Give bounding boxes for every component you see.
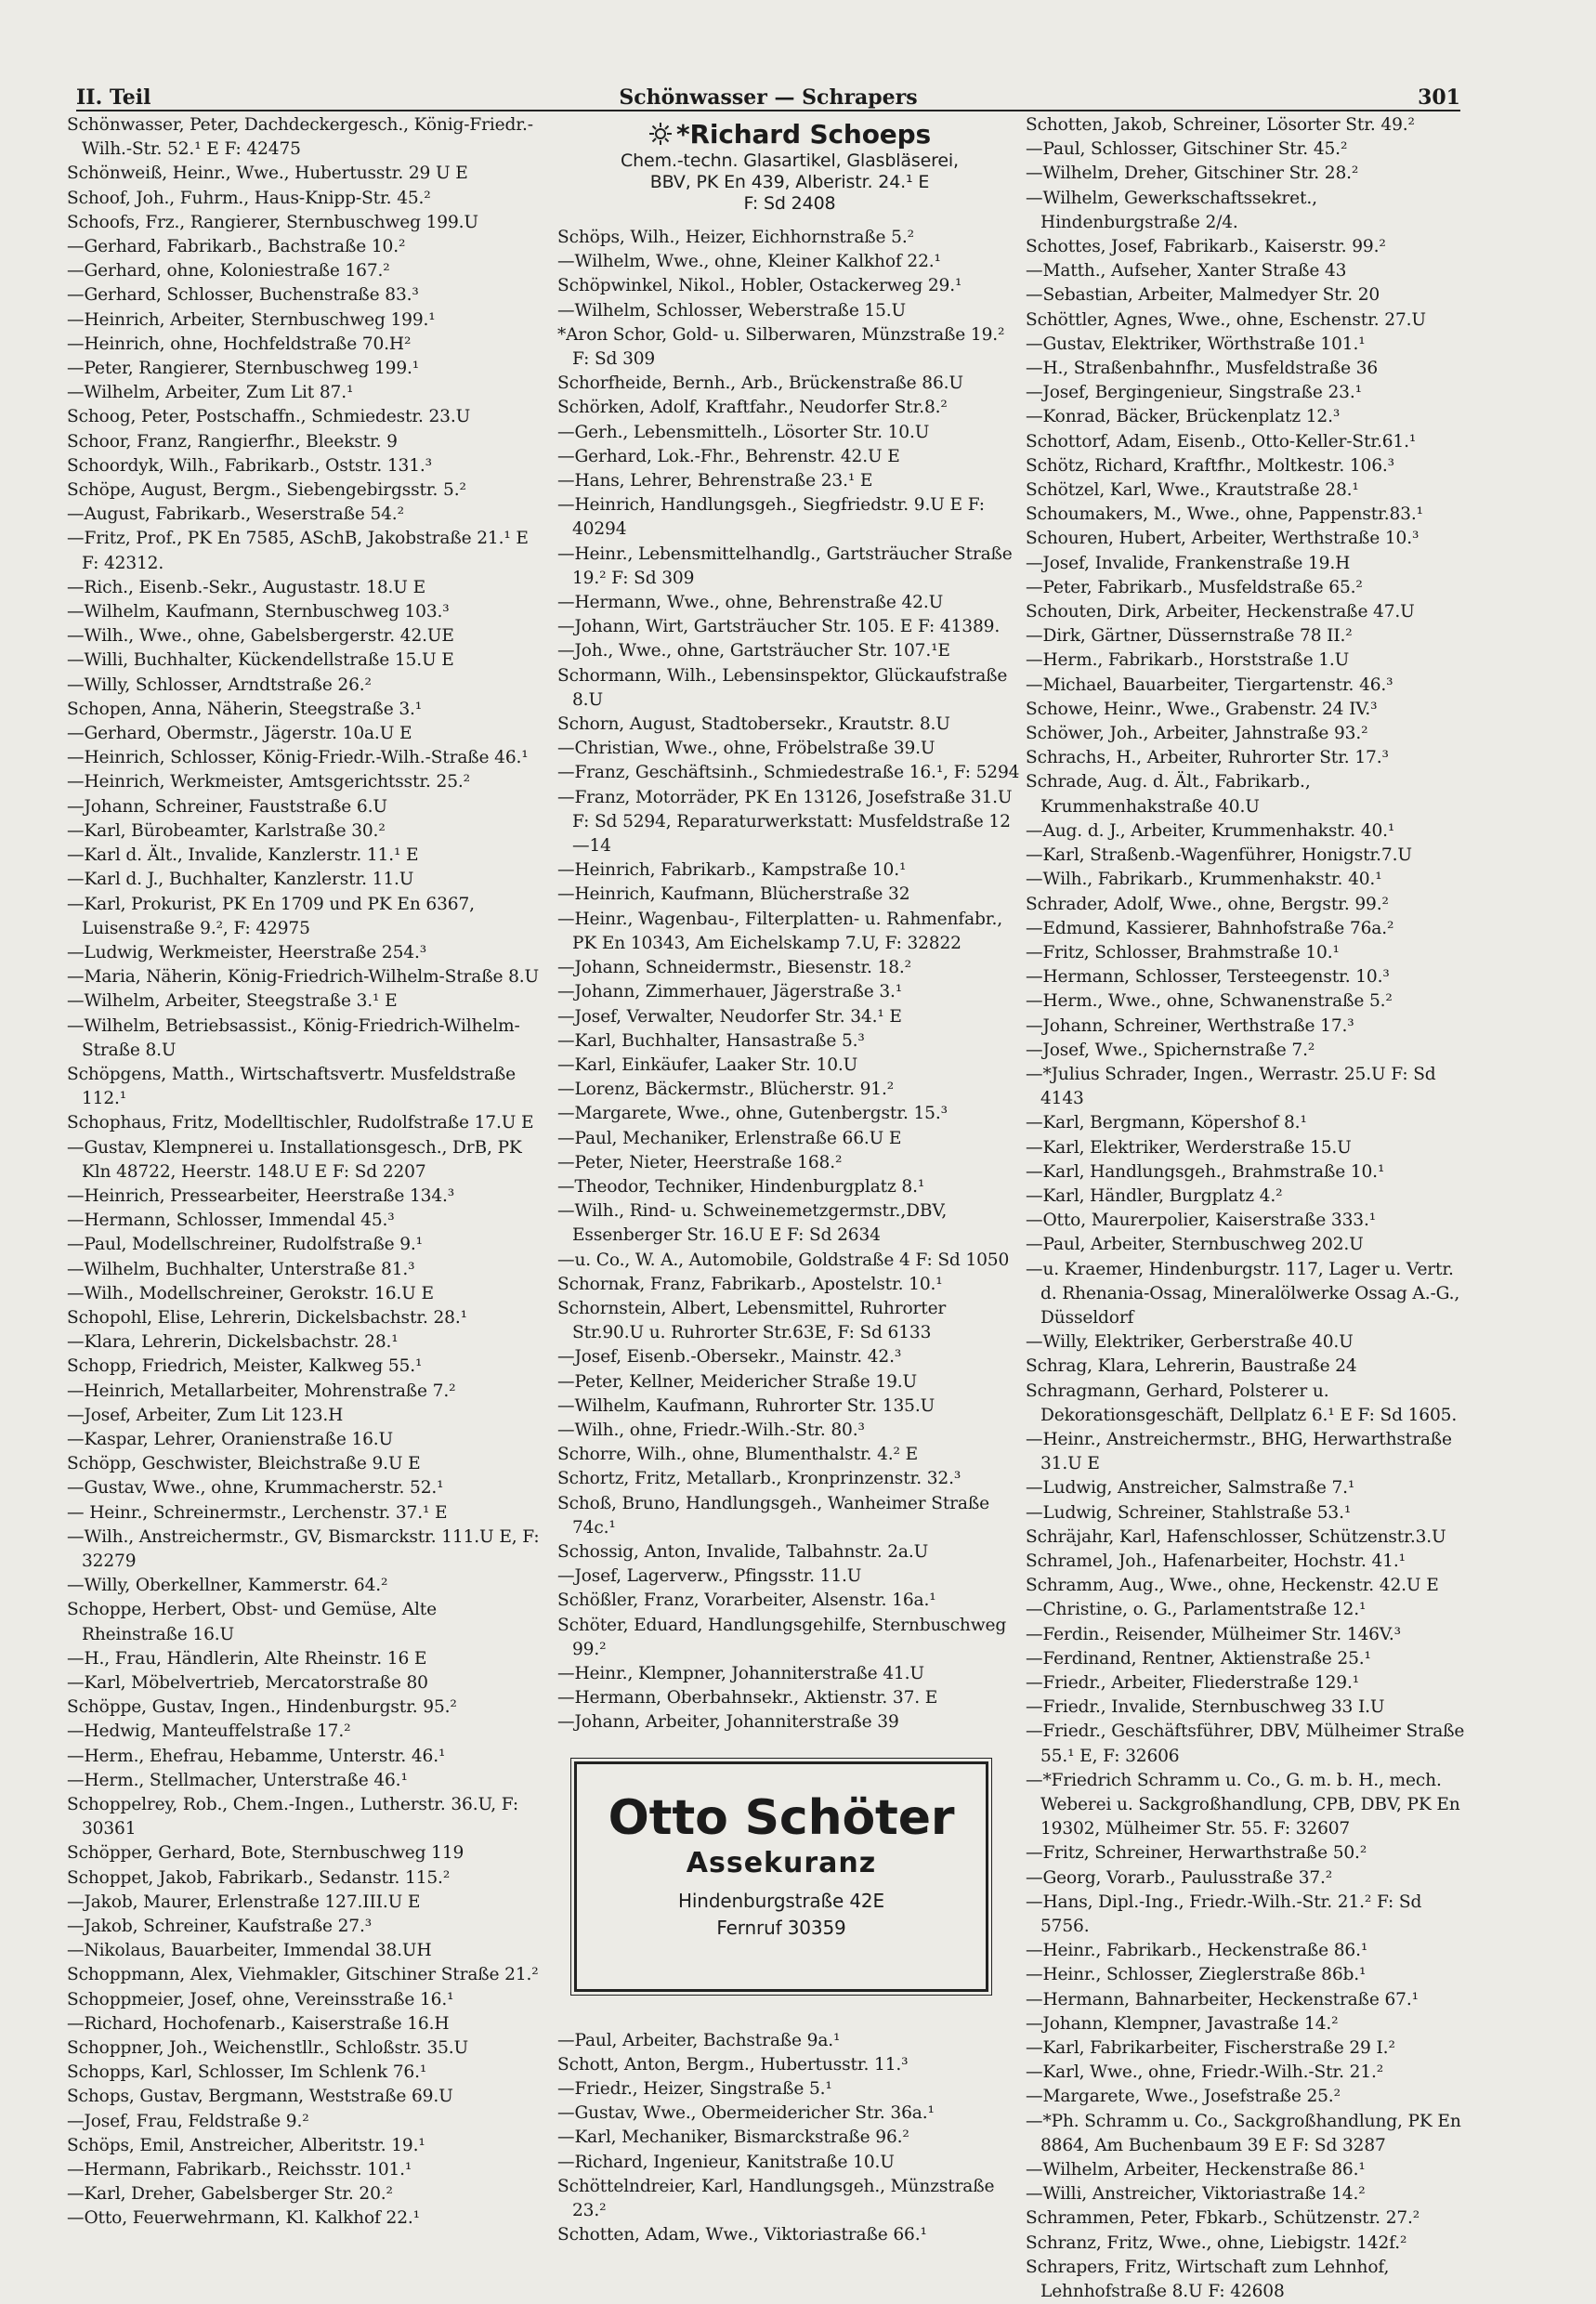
directory-entry: —Willy, Elektriker, Gerberstraße 40.U <box>1026 1332 1354 1353</box>
directory-entry: Schönwasser, Peter, Dachdeckergesch., König-Friedr.-Wilh.-Str. 52.¹ E F: 42475 <box>67 115 533 160</box>
directory-entry: —Hermann, Wwe., ohne, Behrenstraße 42.U <box>557 593 944 613</box>
directory-entry: —u. Co., W. A., Automobile, Goldstraße 4 F: Sd 1050 <box>557 1250 1010 1270</box>
directory-entry: Schrade, Aug. d. Ält., Fabrikarb., Krummenhakstraße 40.U <box>1026 772 1311 817</box>
header-range: Schönwasser — Schrapers <box>619 85 918 110</box>
directory-entry: —Friedr., Geschäftsführer, DBV, Mülheimer Straße 55.¹ E, F: 32606 <box>1026 1721 1465 1766</box>
ad-richard-schoeps <box>557 119 1022 215</box>
directory-entry: —Josef, Invalide, Frankenstraße 19.H <box>1026 553 1351 573</box>
directory-entry: Schrader, Adolf, Wwe., ohne, Bergstr. 99.² <box>1026 894 1389 914</box>
directory-entry: —Edmund, Kassierer, Bahnhofstraße 76a.² <box>1026 918 1394 938</box>
directory-entry: —Peter, Nieter, Heerstraße 168.² <box>557 1152 843 1172</box>
directory-entry: —Aug. d. J., Arbeiter, Krummenhakstr. 40.¹ <box>1026 820 1395 841</box>
ad-schoeps-line1: Chem.-techn. Glasartikel, Glasbläserei, <box>621 151 959 171</box>
directory-entry: Schößler, Franz, Vorarbeiter, Alsenstr. 16a.¹ <box>557 1591 936 1611</box>
directory-entry: —Johann, Schneidermstr., Biesenstr. 18.² <box>557 958 911 978</box>
directory-entry: —Wilh., Modellschreiner, Gerokstr. 16.U E <box>67 1283 434 1303</box>
directory-entry: —Josef, Verwalter, Neudorfer Str. 34.¹ E <box>557 1006 902 1027</box>
directory-entry: —Richard, Hochofenarb., Kaiserstraße 16.H <box>67 2013 450 2034</box>
directory-entry: —H., Straßenbahnfhr., Musfeldstraße 36 <box>1026 359 1379 379</box>
directory-entry: —Herm., Wwe., ohne, Schwanenstraße 5.² <box>1026 991 1393 1012</box>
ad-schoeter-name: Otto Schöter <box>608 1789 955 1846</box>
directory-entry: —Johann, Schreiner, Fauststraße 6.U <box>67 796 387 817</box>
directory-entry: —Matth., Aufseher, Xanter Straße 43 <box>1026 261 1347 281</box>
directory-column-2-top <box>557 226 1022 1735</box>
directory-entry: —Michael, Bauarbeiter, Tiergartenstr. 46.³ <box>1026 674 1393 695</box>
directory-entry: —Paul, Modellschreiner, Rudolfstraße 9.¹ <box>67 1235 423 1255</box>
directory-entry: —Josef, Lagerverw., Pfingsstr. 11.U <box>557 1566 862 1587</box>
directory-entry: — Heinr., Schreinermstr., Lerchenstr. 37.¹ E <box>67 1502 448 1523</box>
directory-entry: —Wilhelm, Arbeiter, Zum Lit 87.¹ <box>67 383 354 403</box>
directory-entry: —Wilhelm, Arbeiter, Steegstraße 3.¹ E <box>67 991 398 1012</box>
directory-entry: —Wilh., Fabrikarb., Krummenhakstr. 40.¹ <box>1026 870 1382 890</box>
directory-entry: —Willy, Oberkellner, Kammerstr. 64.² <box>67 1576 388 1596</box>
directory-entry: —Heinr., Lebensmittelhandlg., Gartsträucher Straße 19.² F: Sd 309 <box>557 543 1013 588</box>
directory-entry: —Willi, Buchhalter, Kückendellstraße 15.U E <box>67 650 454 671</box>
directory-entry: —Ferdin., Reisender, Mülheimer Str. 146V.³ <box>1026 1624 1401 1644</box>
directory-entry: —Karl, Händler, Burgplatz 4.² <box>1026 1185 1283 1206</box>
directory-entry: —Karl, Prokurist, PK En 1709 und PK En 6367, Luisenstraße 9.², F: 42975 <box>67 894 475 938</box>
directory-entry: Schötz, Richard, Kraftfhr., Moltkestr. 106.³ <box>1026 455 1394 476</box>
directory-entry: Schorn, August, Stadtobersekr., Krautstr. 8.U <box>557 714 950 735</box>
directory-entry: —Karl, Elektriker, Werderstraße 15.U <box>1026 1137 1352 1158</box>
directory-entry: Schramm, Aug., Wwe., ohne, Heckenstr. 42.U E <box>1026 1576 1439 1596</box>
directory-entry: —Maria, Näherin, König-Friedrich-Wilhelm-Straße 8.U <box>67 967 540 988</box>
directory-entry: —Wilhelm, Kaufmann, Ruhrorter Str. 135.U <box>557 1395 935 1416</box>
directory-entry: Schorfheide, Bernh., Arb., Brückenstraße 86.U <box>557 373 963 394</box>
directory-entry: —Otto, Feuerwehrmann, Kl. Kalkhof 22.¹ <box>67 2208 420 2229</box>
directory-entry: Schoß, Bruno, Handlungsgeh., Wanheimer Straße 74c.¹ <box>557 1493 989 1538</box>
directory-entry: —Otto, Maurerpolier, Kaiserstraße 333.¹ <box>1026 1211 1377 1231</box>
header-section: II. Teil <box>76 85 151 110</box>
directory-entry: —Heinr., Anstreichermstr., BHG, Herwarthstraße 31.U E <box>1026 1429 1452 1474</box>
directory-entry: —Hermann, Oberbahnsekr., Aktienstr. 37. E <box>557 1688 938 1708</box>
directory-entry: Schönweiß, Heinr., Wwe., Hubertusstr. 29 U E <box>67 164 468 184</box>
directory-entry: Schrag, Klara, Lehrerin, Baustraße 24 <box>1026 1356 1357 1377</box>
directory-entry: —Paul, Schlosser, Gitschiner Str. 45.² <box>1026 139 1348 160</box>
directory-entry: —Heinrich, Pressearbeiter, Heerstraße 134.³ <box>67 1185 455 1206</box>
directory-entry: —Josef, Eisenb.-Obersekr., Mainstr. 42.³ <box>557 1347 902 1368</box>
directory-entry: Schops, Gustav, Bergmann, Weststraße 69.U <box>67 2087 453 2107</box>
directory-entry: Schoordyk, Wilh., Fabrikarb., Oststr. 131.³ <box>67 455 432 476</box>
directory-entry: Schöttler, Agnes, Wwe., ohne, Eschenstr. 27.U <box>1026 309 1426 330</box>
directory-entry: Schouren, Hubert, Arbeiter, Werthstraße 10.³ <box>1026 529 1419 549</box>
directory-entry: Schrapers, Fritz, Wirtschaft zum Lehnhof, Lehnhofstraße 8.U F: 42608 <box>1026 2257 1390 2302</box>
directory-entry: —Heinrich, Arbeiter, Sternbuschweg 199.¹ <box>67 309 436 330</box>
directory-entry: —Gustav, Klempnerei u. Installationsgesch., DrB, PK Kln 48722, Heerstr. 148.U E F: Sd 2207 <box>67 1137 522 1182</box>
directory-entry: —Wilh., Rind- u. Schweinemetzgermstr.,DBV, Essenberger Str. 16.U E F: Sd 2634 <box>557 1201 948 1246</box>
directory-entry: —*Julius Schrader, Ingen., Werrastr. 25.U F: Sd 4143 <box>1026 1064 1436 1109</box>
directory-entry: —Paul, Arbeiter, Sternbuschweg 202.U <box>1026 1235 1364 1255</box>
directory-entry: —Ludwig, Werkmeister, Heerstraße 254.³ <box>67 942 427 962</box>
directory-entry: —Heinrich, Kaufmann, Blücherstraße 32 <box>557 884 910 905</box>
directory-entry: Schornak, Franz, Fabrikarb., Apostelstr. 10.¹ <box>557 1274 943 1294</box>
directory-entry: Schoppelrey, Rob., Chem.-Ingen., Lutherstr. 36.U, F: 30361 <box>67 1795 519 1839</box>
directory-entry: —Christine, o. G., Parlamentstraße 12.¹ <box>1026 1600 1367 1620</box>
directory-entry: —Joh., Wwe., ohne, Gartsträucher Str. 107.¹E <box>557 641 950 661</box>
directory-entry: —Gerhard, ohne, Koloniestraße 167.² <box>67 261 390 281</box>
directory-entry: Schöppe, Gustav, Ingen., Hindenburgstr. 95.² <box>67 1697 457 1718</box>
directory-entry: Schoog, Peter, Postschaffn., Schmiedestr. 23.U <box>67 407 471 427</box>
page-header <box>76 85 1460 111</box>
directory-entry: —Rich., Eisenb.-Sekr., Augustastr. 18.U E <box>67 577 426 597</box>
directory-entry: —Heinr., Klempner, Johanniterstraße 41.U <box>557 1663 924 1683</box>
directory-entry: —Fritz, Schreiner, Herwarthstraße 50.² <box>1026 1843 1367 1864</box>
directory-entry: —Wilhelm, Kaufmann, Sternbuschweg 103.³ <box>67 602 450 622</box>
directory-entry: —Paul, Mechaniker, Erlenstraße 66.U E <box>557 1128 902 1148</box>
directory-entry: —Nikolaus, Bauarbeiter, Immendal 38.UH <box>67 1941 432 1961</box>
ad-schoeps-line3: F: Sd 2408 <box>743 193 836 214</box>
directory-entry: Schoppet, Jakob, Fabrikarb., Sedanstr. 115.² <box>67 1867 451 1888</box>
directory-entry: Schouten, Dirk, Arbeiter, Heckenstraße 47.U <box>1026 602 1415 622</box>
directory-entry: Schornstein, Albert, Lebensmittel, Ruhrorter Str.90.U u. Ruhrorter Str.63E, F: Sd 6133 <box>557 1298 947 1343</box>
directory-entry: —Hermann, Fabrikarb., Reichsstr. 101.¹ <box>67 2160 412 2180</box>
directory-entry: —Klara, Lehrerin, Dickelsbachstr. 28.¹ <box>67 1332 399 1353</box>
directory-entry: —Heinrich, Fabrikarb., Kampstraße 10.¹ <box>557 860 907 881</box>
directory-column-3 <box>1026 113 1468 2304</box>
directory-entry: —Wilhelm, Dreher, Gitschiner Str. 28.² <box>1026 164 1359 184</box>
directory-entry: —Theodor, Techniker, Hindenburgplatz 8.¹ <box>557 1176 925 1197</box>
directory-entry: Schoofs, Frz., Rangierer, Sternbuschweg 199.U <box>67 212 478 232</box>
directory-entry: —Karl, Wwe., ohne, Friedr.-Wilh.-Str. 21.² <box>1026 2062 1384 2083</box>
directory-entry: —Karl, Straßenb.-Wagenführer, Honigstr.7.U <box>1026 845 1412 866</box>
directory-entry: Schöpwinkel, Nikol., Hobler, Ostackerweg 29.¹ <box>557 276 962 296</box>
directory-entry: —Heinrich, Metallarbeiter, Mohrenstraße 7.² <box>67 1381 456 1401</box>
directory-entry: —Hermann, Bahnarbeiter, Heckenstraße 67.¹ <box>1026 1989 1419 2009</box>
directory-entry: —Johann, Schreiner, Werthstraße 17.³ <box>1026 1015 1354 1036</box>
directory-entry: —Wilh., ohne, Friedr.-Wilh.-Str. 80.³ <box>557 1420 865 1440</box>
directory-entry: —Ludwig, Anstreicher, Salmstraße 7.¹ <box>1026 1478 1355 1499</box>
directory-entry: —Willi, Anstreicher, Viktoriastraße 14.² <box>1026 2184 1366 2205</box>
ad-schoeter-subtitle: Assekuranz <box>686 1846 877 1879</box>
directory-entry: Schöpe, August, Bergm., Siebengebirgsstr. 5.² <box>67 480 466 501</box>
directory-entry: Schöttelndreier, Karl, Handlungsgeh., Münzstraße 23.² <box>557 2176 995 2221</box>
directory-entry: —Karl, Bürobeamter, Karlstraße 30.² <box>67 820 386 841</box>
directory-entry: —*Friedrich Schramm u. Co., G. m. b. H., mech. Weberei u. Sackgroßhandlung, CPB, DBV, PK En 19302, Mülheimer Str. 55. F: 32607 <box>1026 1770 1460 1839</box>
directory-entry: Schoof, Joh., Fuhrm., Haus-Knipp-Str. 45.² <box>67 188 431 208</box>
directory-entry: —Sebastian, Arbeiter, Malmedyer Str. 20 <box>1026 285 1380 306</box>
directory-entry: Schräjahr, Karl, Hafenschlosser, Schützenstr.3.U <box>1026 1526 1446 1547</box>
directory-entry: —Heinrich, Schlosser, König-Friedr.-Wilh.-Straße 46.¹ <box>67 748 529 768</box>
directory-entry: —Kaspar, Lehrer, Oranienstraße 16.U <box>67 1429 394 1449</box>
directory-entry: —Friedr., Heizer, Singstraße 5.¹ <box>557 2079 832 2099</box>
directory-entry: —Wilh., Wwe., ohne, Gabelsbergerstr. 42.UE <box>67 626 454 647</box>
directory-entry: —Johann, Klempner, Javastraße 14.² <box>1026 2013 1339 2034</box>
directory-entry: —Franz, Geschäftsinh., Schmiedestraße 16.¹, F: 5294 <box>557 763 1020 783</box>
directory-entry: —Heinrich, ohne, Hochfeldstraße 70.H² <box>67 334 412 354</box>
directory-entry: Schottorf, Adam, Eisenb., Otto-Keller-Str.61.¹ <box>1026 431 1417 452</box>
directory-entry: —Josef, Bergingenieur, Singstraße 23.¹ <box>1026 383 1362 403</box>
directory-entry: —Heinr., Fabrikarb., Heckenstraße 86.¹ <box>1026 1941 1368 1961</box>
directory-entry: —Peter, Rangierer, Sternbuschweg 199.¹ <box>67 359 420 379</box>
directory-entry: Schöps, Wilh., Heizer, Eichhornstraße 5.² <box>557 228 914 247</box>
directory-column-2-bottom <box>557 2029 1022 2248</box>
directory-entry: —Gerhard, Obermstr., Jägerstr. 10a.U E <box>67 724 412 744</box>
directory-entry: Schöpgens, Matth., Wirtschaftsvertr. Musfeldstraße 112.¹ <box>67 1064 516 1109</box>
directory-entry: —Herm., Fabrikarb., Horststraße 1.U <box>1026 650 1350 671</box>
directory-entry: —Christian, Wwe., ohne, Fröbelstraße 39.U <box>557 739 935 759</box>
directory-entry: —Willy, Schlosser, Arndtstraße 26.² <box>67 674 372 695</box>
directory-entry: —Wilhelm, Gewerkschaftssekret., Hindenburgstraße 2/4. <box>1026 188 1317 232</box>
directory-entry: —Wilhelm, Wwe., ohne, Kleiner Kalkhof 22.¹ <box>557 252 941 272</box>
directory-entry: Schranz, Fritz, Wwe., ohne, Liebigstr. 142f.² <box>1026 2232 1407 2253</box>
ad-schoeps-name: *Richard Schoeps <box>675 119 932 150</box>
directory-entry: —Margarete, Wwe., ohne, Gutenbergstr. 15.³ <box>557 1104 948 1124</box>
directory-entry: Schopps, Karl, Schlosser, Im Schlenk 76.¹ <box>67 2062 427 2083</box>
directory-entry: —Wilhelm, Betriebsassist., König-Friedrich-Wilhelm-Straße 8.U <box>67 1015 520 1060</box>
ad-otto-schoeter <box>574 1761 988 1992</box>
directory-entry: —Friedr., Arbeiter, Fliederstraße 129.¹ <box>1026 1673 1360 1693</box>
directory-entry: Schowe, Heinr., Wwe., Grabenstr. 24 IV.³ <box>1026 699 1378 719</box>
directory-entry: —Friedr., Invalide, Sternbuschweg 33 I.U <box>1026 1697 1385 1718</box>
directory-entry: —Jakob, Maurer, Erlenstraße 127.III.U E <box>67 1892 421 1912</box>
directory-entry: —Heinrich, Werkmeister, Amtsgerichtsstr. 25.² <box>67 772 470 792</box>
directory-entry: —Johann, Zimmerhauer, Jägerstraße 3.¹ <box>557 982 903 1002</box>
directory-entry: —Richard, Ingenieur, Kanitstraße 10.U <box>557 2152 895 2172</box>
directory-entry: —Fritz, Schlosser, Brahmstraße 10.¹ <box>1026 942 1340 962</box>
directory-entry: Schotten, Jakob, Schreiner, Lösorter Str. 49.² <box>1026 115 1415 135</box>
directory-entry: Schophaus, Fritz, Modelltischler, Rudolfstraße 17.U E <box>67 1113 534 1133</box>
directory-entry: *Aron Schor, Gold- u. Silberwaren, Münzstraße 19.² F: Sd 309 <box>557 324 1005 370</box>
directory-entry: —u. Kraemer, Hindenburgstr. 117, Lager u. Vertr. d. Rhenania-Ossag, Mineralölwerke Ossag A.-G., Düsseldorf <box>1026 1259 1460 1328</box>
directory-entry: Schorre, Wilh., ohne, Blumenthalstr. 4.² E <box>557 1445 919 1465</box>
directory-entry: —Karl, Einkäufer, Laaker Str. 10.U <box>557 1054 858 1075</box>
directory-entry: Schott, Anton, Bergm., Hubertusstr. 11.³ <box>557 2054 909 2075</box>
directory-entry: Schopohl, Elise, Lehrerin, Dickelsbachstr. 28.¹ <box>67 1307 467 1328</box>
header-rule <box>76 110 1460 111</box>
directory-entry: —Karl, Buchhalter, Hansastraße 5.³ <box>557 1030 865 1051</box>
directory-entry: —Dirk, Gärtner, Düssernstraße 78 II.² <box>1026 626 1353 647</box>
ad-schoeter-phone: Fernruf 30359 <box>716 1916 846 1939</box>
directory-entry: Schragmann, Gerhard, Polsterer u. Dekorationsgeschäft, Dellplatz 6.¹ E F: Sd 1605. <box>1026 1381 1458 1425</box>
directory-column-1 <box>67 113 543 2232</box>
directory-entry: —Karl d. J., Buchhalter, Kanzlerstr. 11.U <box>67 870 414 890</box>
directory-entry: —Heinr., Schlosser, Zieglerstraße 86b.¹ <box>1026 1965 1367 1985</box>
directory-entry: Schoppe, Herbert, Obst- und Gemüse, Alte Rheinstraße 16.U <box>67 1600 437 1644</box>
directory-entry: Schöpp, Geschwister, Bleichstraße 9.U E <box>67 1454 421 1474</box>
directory-entry: Schrammen, Peter, Fbkarb., Schützenstr. 27.² <box>1026 2208 1420 2229</box>
directory-entry: Schöter, Eduard, Handlungsgehilfe, Sternbuschweg 99.² <box>557 1615 1007 1659</box>
directory-entry: Schotten, Adam, Wwe., Viktoriastraße 66.¹ <box>557 2225 927 2245</box>
directory-entry: —Hans, Lehrer, Behrenstraße 23.¹ E <box>557 471 873 491</box>
ad-schoeps-line2: BBV, PK En 439, Alberistr. 24.¹ E <box>649 172 930 192</box>
directory-entry: —Gerhard, Schlosser, Buchenstraße 83.³ <box>67 285 419 306</box>
directory-entry: Schöwer, Joh., Arbeiter, Jahnstraße 93.² <box>1026 724 1368 744</box>
directory-entry: —Wilhelm, Arbeiter, Heckenstraße 86.¹ <box>1026 2160 1366 2180</box>
directory-entry: —Ludwig, Schreiner, Stahlstraße 53.¹ <box>1026 1502 1352 1523</box>
ad-schoeter-address: Hindenburgstraße 42E <box>678 1889 884 1912</box>
directory-entry: —Konrad, Bäcker, Brückenplatz 12.³ <box>1026 407 1341 427</box>
directory-entry: —Margarete, Wwe., Josefstraße 25.² <box>1026 2087 1341 2107</box>
directory-entry: —H., Frau, Händlerin, Alte Rheinstr. 16 E <box>67 1648 427 1669</box>
directory-entry: —Josef, Wwe., Spichernstraße 7.² <box>1026 1040 1315 1060</box>
directory-entry: —Karl, Bergmann, Köpershof 8.¹ <box>1026 1113 1307 1133</box>
directory-entry: —Heinrich, Handlungsgeh., Siegfriedstr. 9.U E F: 40294 <box>557 495 985 540</box>
directory-entry: Schörken, Adolf, Kraftfahr., Neudorfer Str.8.² <box>557 398 948 418</box>
directory-entry: Schöps, Emil, Anstreicher, Alberitstr. 19.¹ <box>67 2135 425 2155</box>
directory-entry: —Josef, Frau, Feldstraße 9.² <box>67 2111 309 2131</box>
directory-entry: —Karl, Mechaniker, Bismarckstraße 96.² <box>557 2127 909 2148</box>
directory-entry: —Franz, Motorräder, PK En 13126, Josefstraße 31.U F: Sd 5294, Reparaturwerkstatt: Musfeldstraße 12—14 <box>557 787 1013 857</box>
directory-entry: —Karl, Dreher, Gabelsberger Str. 20.² <box>67 2184 393 2205</box>
directory-entry: —Johann, Arbeiter, Johanniterstraße 39 <box>557 1712 899 1733</box>
directory-entry: —Karl, Möbelvertrieb, Mercatorstraße 80 <box>67 1673 428 1693</box>
directory-entry: —Karl d. Ält., Invalide, Kanzlerstr. 11.¹ E <box>67 845 419 866</box>
directory-entry: Schötzel, Karl, Wwe., Krautstraße 28.¹ <box>1026 480 1359 501</box>
directory-entry: Schoppner, Joh., Weichenstllr., Schloßstr. 35.U <box>67 2038 469 2059</box>
directory-entry: Schopen, Anna, Näherin, Steegstraße 3.¹ <box>67 699 423 719</box>
directory-entry: Schossig, Anton, Invalide, Talbahnstr. 2a.U <box>557 1541 929 1562</box>
directory-entry: —Peter, Fabrikarb., Musfeldstraße 65.² <box>1026 577 1363 597</box>
directory-entry: —*Ph. Schramm u. Co., Sackgroßhandlung, PK En 8864, Am Buchenbaum 39 E F: Sd 3287 <box>1026 2111 1461 2155</box>
directory-entry: —Karl, Fabrikarbeiter, Fischerstraße 29 I.² <box>1026 2038 1395 2059</box>
directory-entry: Schopp, Friedrich, Meister, Kalkweg 55.¹ <box>67 1356 423 1377</box>
directory-entry: Schortz, Fritz, Metallarb., Kronprinzenstr. 32.³ <box>557 1469 962 1489</box>
directory-entry: Schoppmeier, Josef, ohne, Vereinsstraße 16.¹ <box>67 1989 454 2009</box>
directory-entry: Schoumakers, M., Wwe., ohne, Pappenstr.83.¹ <box>1026 504 1423 525</box>
directory-entry: —Hermann, Schlosser, Tersteegenstr. 10.³ <box>1026 967 1390 988</box>
sunburst-icon <box>648 122 673 146</box>
directory-entry: —Peter, Kellner, Meidericher Straße 19.U <box>557 1371 918 1392</box>
directory-entry: Schramel, Joh., Hafenarbeiter, Hochstr. 41.¹ <box>1026 1551 1406 1571</box>
directory-entry: —Herm., Ehefrau, Hebamme, Unterstr. 46.¹ <box>67 1746 446 1766</box>
directory-entry: —Jakob, Schreiner, Kaufstraße 27.³ <box>67 1917 373 1937</box>
directory-entry: Schoppmann, Alex, Viehmakler, Gitschiner Straße 21.² <box>67 1965 539 1985</box>
directory-entry: —Heinr., Wagenbau-, Filterplatten- u. Rahmenfabr., PK En 10343, Am Eichelskamp 7.U, F: 32822 <box>557 909 1002 953</box>
directory-entry: —Wilhelm, Buchhalter, Unterstraße 81.³ <box>67 1259 415 1279</box>
directory-entry: —Karl, Handlungsgeh., Brahmstraße 10.¹ <box>1026 1161 1385 1182</box>
directory-column-2 <box>557 113 1022 2247</box>
directory-entry: Schoor, Franz, Rangierfhr., Bleekstr. 9 <box>67 431 398 452</box>
directory-entry: Schormann, Wilh., Lebensinspektor, Glückaufstraße 8.U <box>557 665 1008 710</box>
directory-entry: —Georg, Vorarb., Paulusstraße 37.² <box>1026 1867 1333 1888</box>
directory-entry: —Gerh., Lebensmittelh., Lösorter Str. 10.U <box>557 422 930 442</box>
directory-entry: —Wilh., Anstreichermstr., GV, Bismarckstr. 111.U E, F: 32279 <box>67 1526 540 1571</box>
directory-entry: —Gustav, Wwe., ohne, Krummacherstr. 52.¹ <box>67 1478 444 1499</box>
directory-entry: Schöpper, Gerhard, Bote, Sternbuschweg 119 <box>67 1843 464 1864</box>
directory-entry: —Hermann, Schlosser, Immendal 45.³ <box>67 1211 395 1231</box>
directory-entry: Schottes, Josef, Fabrikarb., Kaiserstr. 99.² <box>1026 237 1386 257</box>
directory-entry: —Ferdinand, Rentner, Aktienstraße 25.¹ <box>1026 1648 1371 1669</box>
directory-entry: —Hedwig, Manteuffelstraße 17.² <box>67 1721 351 1742</box>
directory-entry: —Herm., Stellmacher, Unterstraße 46.¹ <box>67 1770 408 1790</box>
directory-entry: Schrachs, H., Arbeiter, Ruhrorter Str. 17.³ <box>1026 748 1389 768</box>
directory-entry: —Wilhelm, Schlosser, Weberstraße 15.U <box>557 300 907 321</box>
page-number: 301 <box>1418 85 1460 110</box>
directory-entry: —Fritz, Prof., PK En 7585, ASchB, Jakobstraße 21.¹ E F: 42312. <box>67 529 529 573</box>
directory-entry: —Gerhard, Lok.-Fhr., Behrenstr. 42.U E <box>557 446 900 466</box>
directory-entry: —Josef, Arbeiter, Zum Lit 123.H <box>67 1405 344 1425</box>
directory-entry: —Johann, Wirt, Gartsträucher Str. 105. E F: 41389. <box>557 617 1001 637</box>
directory-entry: —Gerhard, Fabrikarb., Bachstraße 10.² <box>67 237 406 257</box>
directory-entry: —Gustav, Elektriker, Wörthstraße 101.¹ <box>1026 334 1366 354</box>
directory-entry: —August, Fabrikarb., Weserstraße 54.² <box>67 504 404 525</box>
directory-entry: —Paul, Arbeiter, Bachstraße 9a.¹ <box>557 2030 841 2050</box>
directory-entry: —Hans, Dipl.-Ing., Friedr.-Wilh.-Str. 21.² F: Sd 5756. <box>1026 1892 1422 1937</box>
directory-entry: —Lorenz, Bäckermstr., Blücherstr. 91.² <box>557 1080 895 1100</box>
directory-entry: —Gustav, Wwe., Obermeidericher Str. 36a.¹ <box>557 2103 935 2124</box>
